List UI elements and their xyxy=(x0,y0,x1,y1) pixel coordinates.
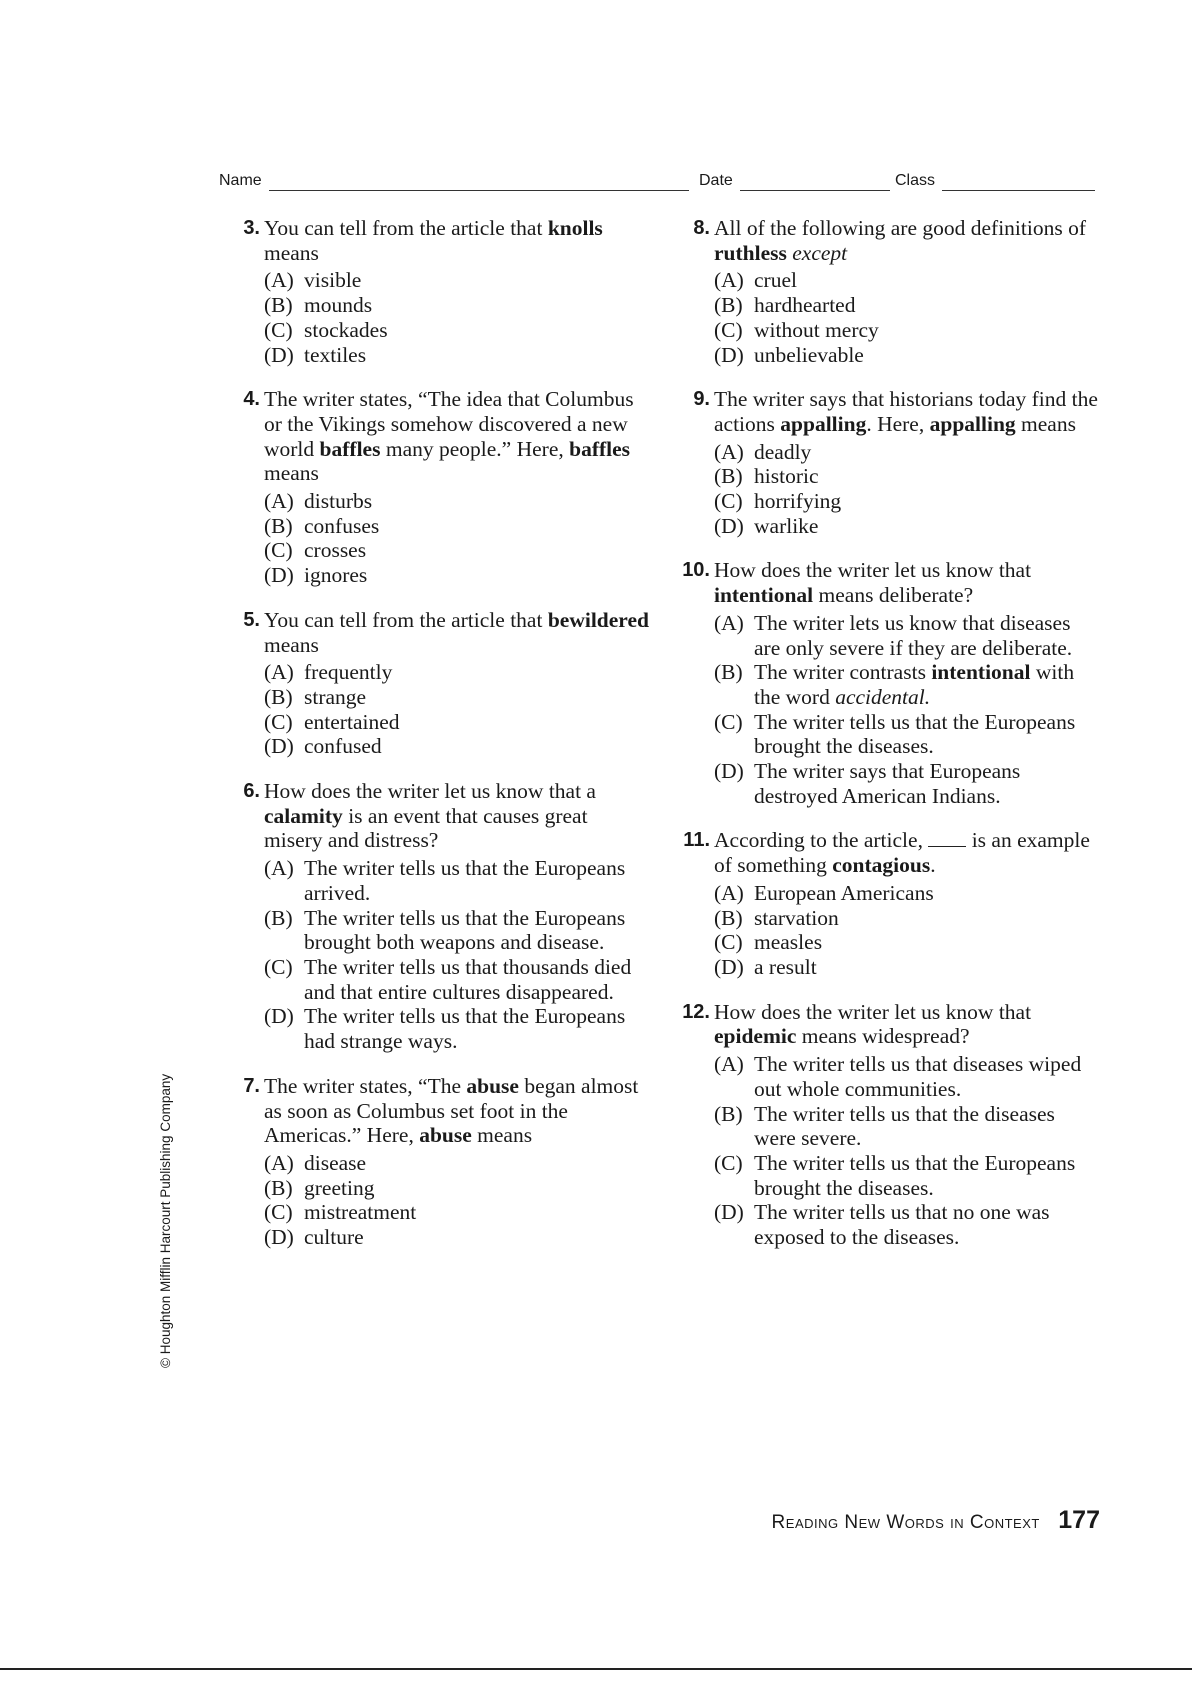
choice-text: The writer tells us that thousands died and that entire cultures disappeared. xyxy=(304,954,632,1004)
choice-letter: (C) xyxy=(714,1150,743,1175)
answer-choice[interactable] xyxy=(714,660,1100,709)
stem-text: means deliberate? xyxy=(813,583,974,608)
answer-choice[interactable] xyxy=(714,1151,1100,1200)
answer-choice[interactable] xyxy=(264,1004,650,1053)
vocab-word: calamity xyxy=(264,803,343,828)
choice-text: European Americans xyxy=(754,880,934,905)
answer-choice[interactable] xyxy=(714,759,1100,808)
choice-letter: (C) xyxy=(714,317,743,342)
stem-text: How does the writer let us know that a xyxy=(264,779,596,804)
choice-text: warlike xyxy=(754,513,819,538)
choice-letter: (B) xyxy=(714,905,743,930)
choice-letter: (B) xyxy=(264,513,293,538)
answer-choice[interactable] xyxy=(714,1052,1100,1101)
bottom-rule xyxy=(0,1668,1192,1670)
emphasis-text: except xyxy=(786,240,848,265)
choice-text: measles xyxy=(754,930,823,955)
choice-text: The writer tells us that the Europeans brought both weapons and disease. xyxy=(304,905,626,955)
answer-choice[interactable] xyxy=(264,685,650,710)
page-footer xyxy=(772,1506,1100,1535)
choice-text: The writer tells us that the diseases were severe. xyxy=(754,1101,1055,1151)
choice-letter: (D) xyxy=(264,1225,294,1250)
answer-choice[interactable] xyxy=(714,1102,1100,1151)
left-question-column xyxy=(230,216,650,1250)
vocab-word: ruthless xyxy=(714,240,787,265)
answer-choice[interactable] xyxy=(714,1200,1100,1249)
question-item xyxy=(680,1000,1100,1250)
answer-choice[interactable] xyxy=(264,1200,650,1225)
choice-text: mistreatment xyxy=(304,1200,417,1225)
question-number: 12. xyxy=(682,1000,710,1023)
answer-choice[interactable] xyxy=(264,293,650,318)
question-stem xyxy=(264,387,650,486)
question-item xyxy=(230,608,650,759)
vocab-word: contagious xyxy=(832,853,931,878)
choice-letter: (B) xyxy=(714,293,743,318)
choice-letter: (D) xyxy=(714,513,744,538)
choice-text: hardhearted xyxy=(754,293,856,318)
choice-letter: (A) xyxy=(264,856,294,881)
answer-choice[interactable] xyxy=(714,464,1100,489)
choice-text: textiles xyxy=(304,342,367,367)
answer-choice[interactable] xyxy=(264,734,650,759)
choice-letter: (C) xyxy=(714,489,743,514)
answer-choice[interactable] xyxy=(714,318,1100,343)
class-label: Class xyxy=(895,172,936,189)
answer-choice[interactable] xyxy=(714,930,1100,955)
choice-letter: (B) xyxy=(264,905,293,930)
choice-letter: (B) xyxy=(714,660,743,685)
choice-text: crosses xyxy=(304,538,367,563)
stem-text: . xyxy=(930,853,936,878)
vocab-word: abuse xyxy=(419,1123,472,1148)
answer-choice[interactable] xyxy=(264,906,650,955)
answer-choice[interactable] xyxy=(264,514,650,539)
question-item xyxy=(680,828,1100,979)
date-label: Date xyxy=(699,172,733,189)
name-label: Name xyxy=(219,172,262,189)
page-number: 177 xyxy=(1058,1506,1100,1534)
choice-text: The writer tells us that diseases wiped out whole communities. xyxy=(754,1052,1082,1101)
choice-text: The writer tells us that the Europeans had strange ways. xyxy=(304,1004,626,1054)
choice-text: horrifying xyxy=(754,489,842,514)
choice-letter: (D) xyxy=(714,342,744,367)
question-number: 5. xyxy=(243,608,260,631)
answer-choice[interactable] xyxy=(264,660,650,685)
vocab-word: bewildered xyxy=(547,607,649,632)
question-stem xyxy=(264,1074,650,1148)
choice-text: The writer tells us that no one was exposed to the diseases. xyxy=(754,1200,1050,1250)
choice-text: stockades xyxy=(304,317,388,342)
question-number: 3. xyxy=(243,217,260,239)
answer-choice[interactable] xyxy=(264,563,650,588)
stem-text: means xyxy=(264,240,319,265)
choice-text: disturbs xyxy=(304,489,373,514)
stem-text: many people.” Here, xyxy=(380,436,570,461)
stem-text: The writer says that historians today find the actions xyxy=(714,387,1098,436)
choice-text: The writer tells us that the Europeans brought the diseases. xyxy=(754,709,1076,759)
answer-choice[interactable] xyxy=(264,710,650,735)
choice-text: confused xyxy=(304,734,382,759)
question-item xyxy=(230,779,650,1054)
stem-text: How does the writer let us know that xyxy=(714,558,1032,583)
choice-letter: (B) xyxy=(264,684,293,709)
stem-text: means xyxy=(1015,411,1076,436)
choice-letter: (A) xyxy=(264,489,294,514)
choice-text: visible xyxy=(304,268,362,293)
choice-letter: (C) xyxy=(264,538,293,563)
choice-text: ignores xyxy=(304,563,368,588)
vocab-word: abuse xyxy=(466,1073,519,1098)
emphasis-text: accidental. xyxy=(835,684,931,709)
answer-choice[interactable] xyxy=(714,268,1100,293)
question-item xyxy=(680,558,1100,808)
choice-text: strange xyxy=(304,684,367,709)
section-title: Reading New Words in Context xyxy=(771,1512,1040,1533)
choice-text: entertained xyxy=(304,709,400,734)
answer-choice[interactable] xyxy=(264,489,650,514)
choice-text: a result xyxy=(754,954,817,979)
question-stem xyxy=(714,216,1100,265)
choice-text: cruel xyxy=(754,268,797,293)
answer-choice[interactable] xyxy=(264,1176,650,1201)
choice-letter: (C) xyxy=(264,709,293,734)
copyright-credit: © Houghton Mifflin Harcourt Publishing Company xyxy=(158,1073,173,1368)
choice-letter: (A) xyxy=(714,1052,744,1077)
stem-text: is an event that causes great misery and distress? xyxy=(264,803,588,853)
choice-letter: (D) xyxy=(264,1004,294,1029)
choice-text: The writer tells us that the Europeans brought the diseases. xyxy=(754,1150,1076,1200)
stem-text: with the word xyxy=(754,660,1075,709)
choice-letter: (D) xyxy=(264,563,294,588)
answer-choice[interactable] xyxy=(264,268,650,293)
choice-letter: (B) xyxy=(714,1101,743,1126)
answer-choice[interactable] xyxy=(264,538,650,563)
question-stem xyxy=(714,558,1100,607)
choice-text: The writer says that Europeans destroyed American Indians. xyxy=(754,759,1021,808)
choice-text: disease xyxy=(304,1150,367,1175)
class-field-line[interactable] xyxy=(942,190,1095,191)
question-number: 10. xyxy=(682,559,710,582)
choice-text: culture xyxy=(304,1225,364,1250)
answer-choice[interactable] xyxy=(264,856,650,905)
vocab-word: intentional xyxy=(931,660,1031,685)
question-number: 11. xyxy=(683,829,710,852)
choice-text: unbelievable xyxy=(754,342,864,367)
answer-choice[interactable] xyxy=(714,955,1100,980)
answer-choice[interactable] xyxy=(264,955,650,1004)
choice-text xyxy=(754,660,1074,709)
name-field-line[interactable] xyxy=(269,190,689,191)
answer-choice[interactable] xyxy=(714,611,1100,660)
stem-text: means xyxy=(264,632,319,657)
date-field-line[interactable] xyxy=(740,190,890,191)
choice-letter: (A) xyxy=(714,880,744,905)
answer-choice[interactable] xyxy=(264,1151,650,1176)
stem-text: The writer states, “The idea that Columbus or the Vikings somehow discovered a new world xyxy=(264,387,634,461)
choice-letter: (A) xyxy=(264,1150,294,1175)
question-stem xyxy=(264,779,650,853)
stem-text: You can tell from the article that xyxy=(264,216,548,240)
choice-text: deadly xyxy=(754,439,812,464)
stem-text: . Here, xyxy=(866,411,930,436)
choice-letter: (C) xyxy=(264,954,293,979)
stem-text: All of the following are good definitions of xyxy=(714,216,1086,240)
vocab-word: baffles xyxy=(569,436,631,461)
question-number: 8. xyxy=(693,217,710,239)
answer-blank xyxy=(928,830,966,847)
answer-choice[interactable] xyxy=(714,293,1100,318)
stem-text: According to the article, xyxy=(714,828,929,853)
choice-text: confuses xyxy=(304,513,380,538)
choice-letter: (C) xyxy=(264,1200,293,1225)
answer-choice[interactable] xyxy=(714,440,1100,465)
question-item xyxy=(230,387,650,588)
question-stem xyxy=(264,608,650,657)
vocab-word: baffles xyxy=(319,436,381,461)
choice-letter: (A) xyxy=(264,660,294,685)
answer-choice[interactable] xyxy=(714,514,1100,539)
choice-text: starvation xyxy=(754,905,839,930)
stem-text: How does the writer let us know that xyxy=(714,999,1032,1024)
choice-letter: (B) xyxy=(264,293,293,318)
answer-choice[interactable] xyxy=(264,318,650,343)
stem-text: The writer states, “The xyxy=(264,1073,467,1098)
choice-letter: (A) xyxy=(714,610,744,635)
choice-letter: (A) xyxy=(714,268,744,293)
question-item xyxy=(680,216,1100,367)
choice-text: The writer lets us know that diseases are only severe if they are deliberate. xyxy=(754,610,1073,660)
vocab-word: knolls xyxy=(547,216,603,240)
page-header xyxy=(219,170,1095,194)
answer-choice[interactable] xyxy=(714,343,1100,368)
choice-letter: (B) xyxy=(714,464,743,489)
choice-letter: (D) xyxy=(264,734,294,759)
choice-letter: (D) xyxy=(264,342,294,367)
stem-text: means xyxy=(471,1123,533,1148)
stem-text: You can tell from the article that xyxy=(264,607,548,632)
answer-choice[interactable] xyxy=(714,489,1100,514)
question-number: 4. xyxy=(243,388,260,411)
vocab-word: appalling xyxy=(929,411,1016,436)
stem-text: means widespread? xyxy=(796,1024,970,1049)
stem-text: is an example of something xyxy=(714,828,1090,878)
answer-choice[interactable] xyxy=(264,343,650,368)
choice-letter: (C) xyxy=(264,317,293,342)
stem-text: means xyxy=(264,461,319,486)
choice-letter: (A) xyxy=(714,439,744,464)
choice-text: historic xyxy=(754,464,819,489)
answer-choice[interactable] xyxy=(714,710,1100,759)
question-item xyxy=(230,216,650,367)
question-stem xyxy=(714,1000,1100,1049)
question-number: 7. xyxy=(243,1074,260,1097)
choice-text: without mercy xyxy=(754,317,879,342)
stem-text: The writer contrasts xyxy=(754,660,932,685)
question-stem xyxy=(714,828,1100,877)
choice-letter: (D) xyxy=(714,759,744,784)
question-item xyxy=(230,1074,650,1250)
choice-text: mounds xyxy=(304,293,373,318)
right-question-column xyxy=(680,216,1100,1250)
choice-letter: (A) xyxy=(264,268,294,293)
vocab-word: appalling xyxy=(780,411,867,436)
answer-choice[interactable] xyxy=(264,1225,650,1250)
question-stem xyxy=(714,387,1100,436)
choice-letter: (B) xyxy=(264,1175,293,1200)
question-item xyxy=(680,387,1100,538)
choice-letter: (C) xyxy=(714,930,743,955)
choice-text: greeting xyxy=(304,1175,375,1200)
choice-text: The writer tells us that the Europeans arrived. xyxy=(304,856,626,905)
vocab-word: intentional xyxy=(714,583,814,608)
answer-choice[interactable] xyxy=(714,881,1100,906)
question-number: 9. xyxy=(693,388,710,411)
question-number: 6. xyxy=(243,780,260,803)
choice-letter: (D) xyxy=(714,954,744,979)
choice-letter: (C) xyxy=(714,709,743,734)
stem-text: began almost as soon as Columbus set foot in the Americas.” Here, xyxy=(264,1073,639,1148)
question-stem xyxy=(264,216,650,265)
choice-text: frequently xyxy=(304,660,393,685)
answer-choice[interactable] xyxy=(714,906,1100,931)
choice-letter: (D) xyxy=(714,1200,744,1225)
vocab-word: epidemic xyxy=(714,1024,797,1049)
